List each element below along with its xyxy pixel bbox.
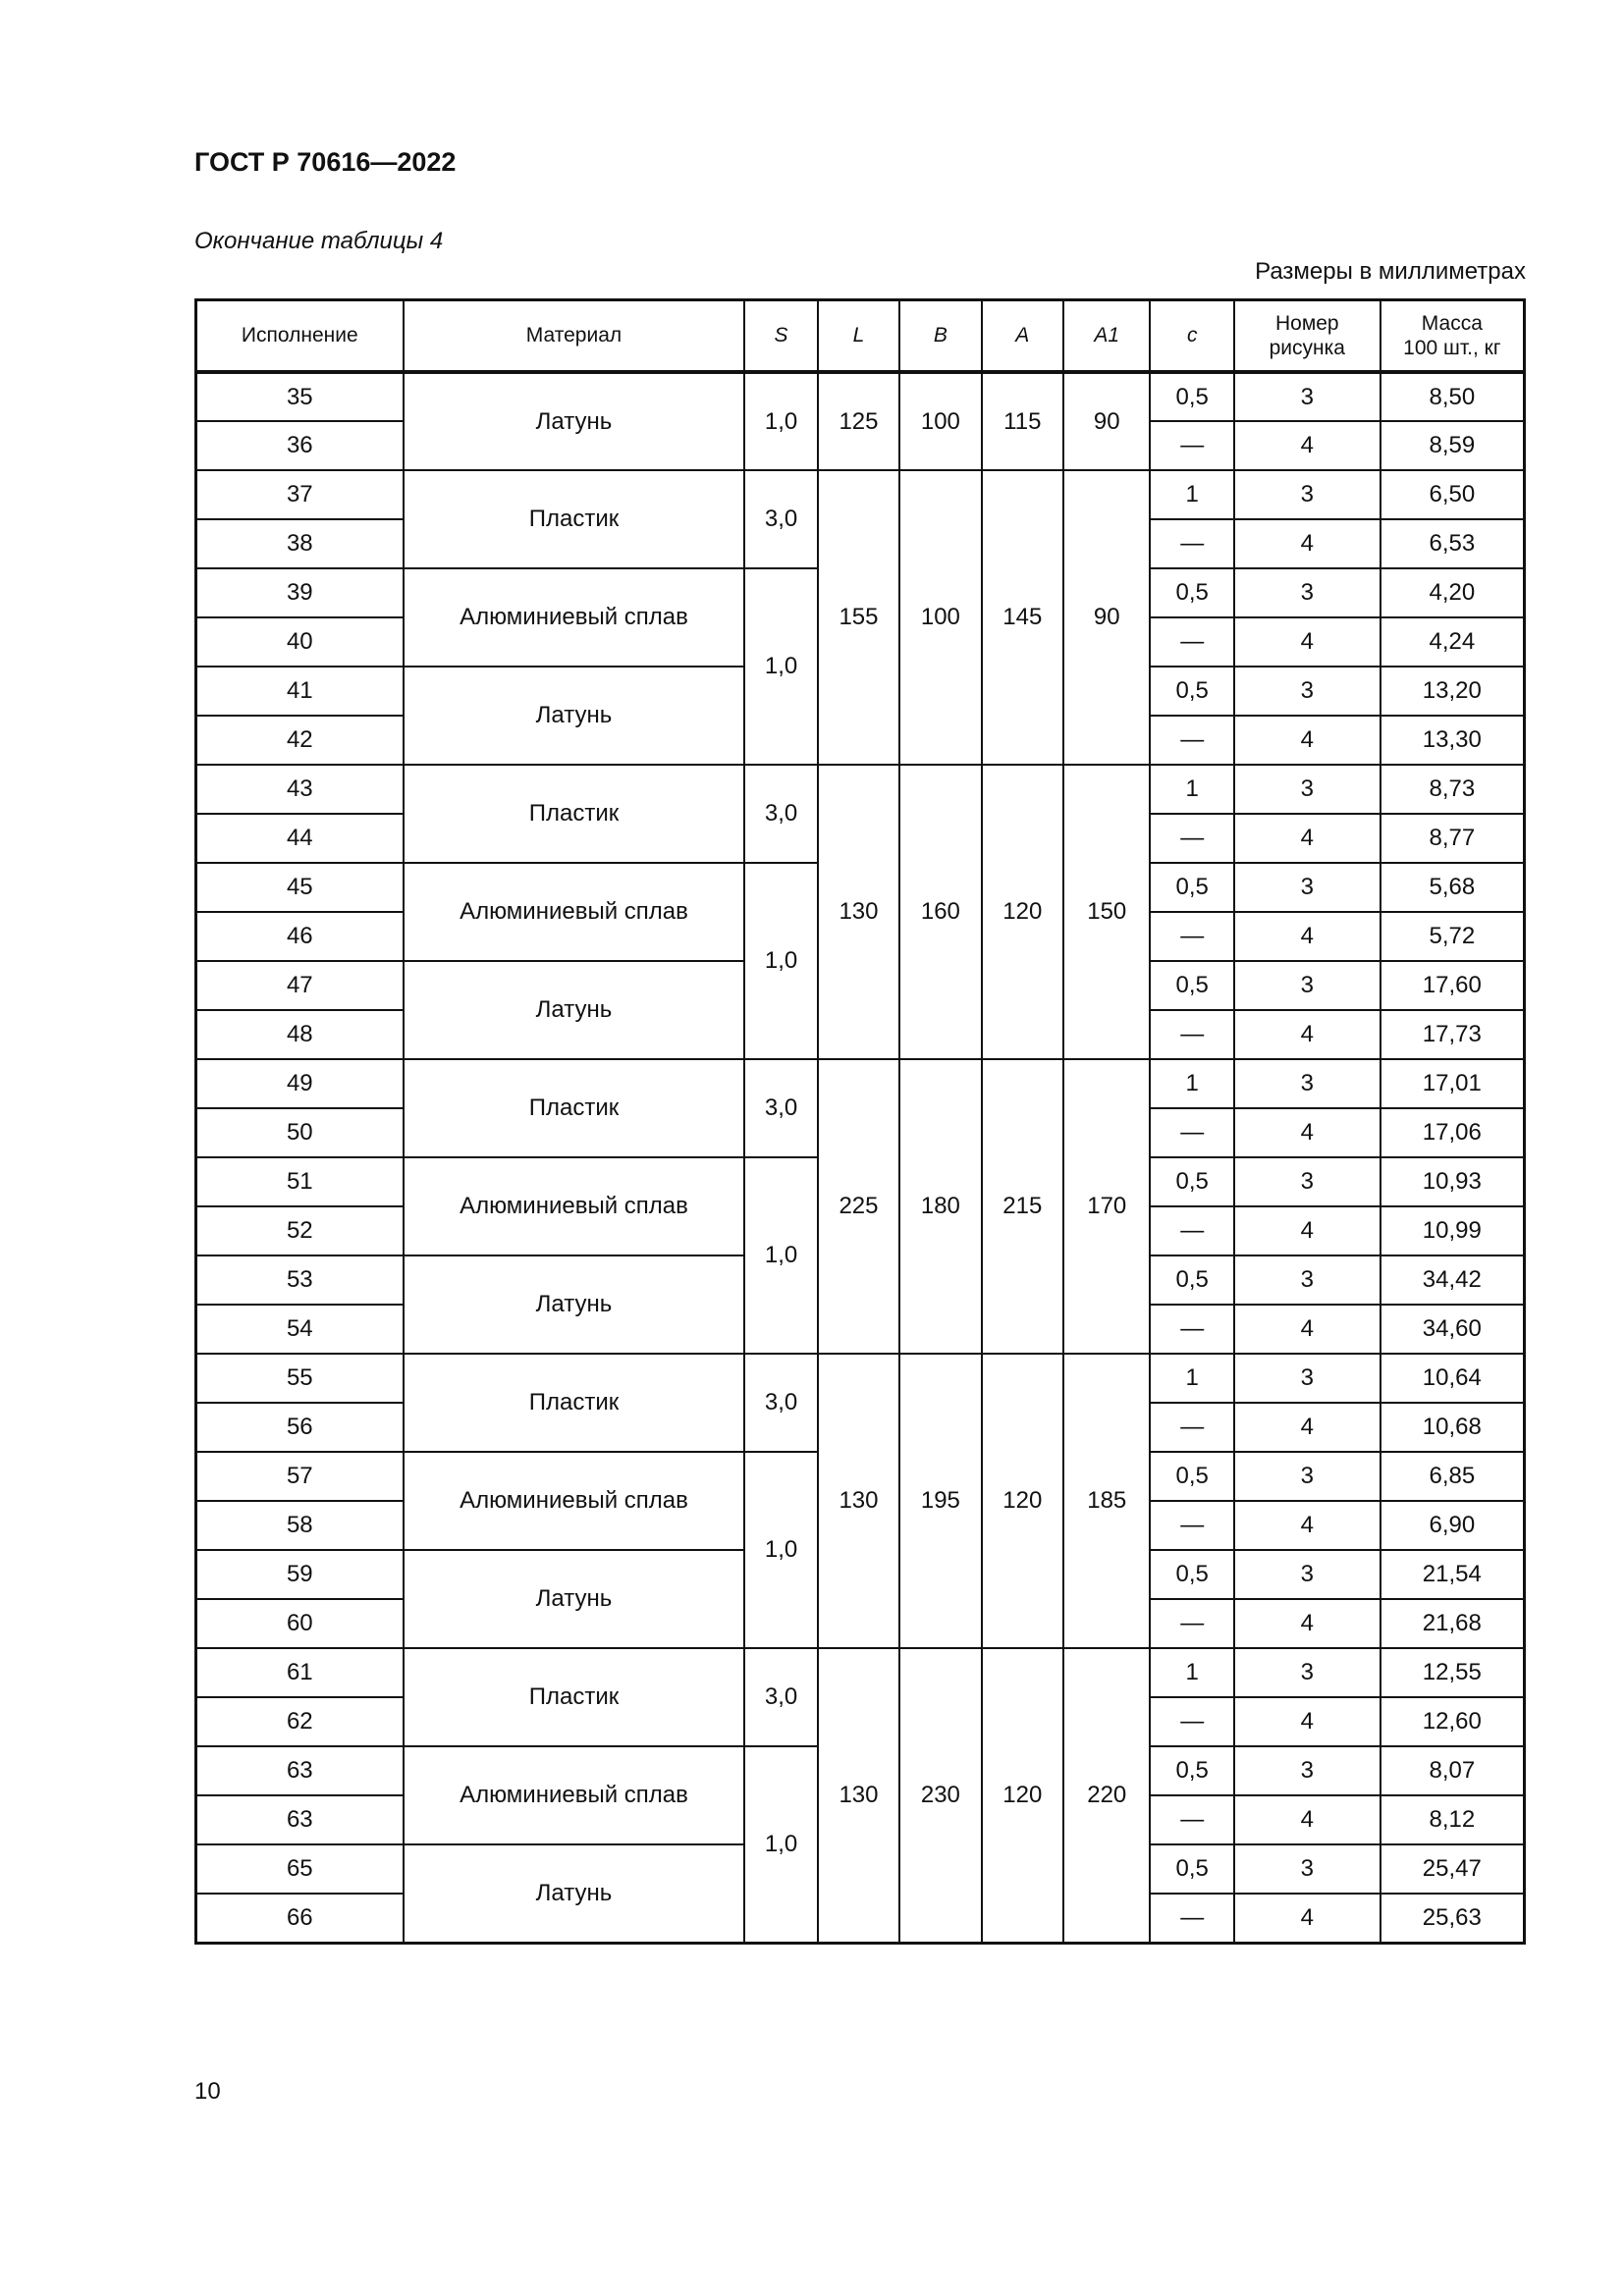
cell-c: — [1150,1010,1233,1059]
cell-figure: 3 [1234,765,1380,814]
cell-c: — [1150,519,1233,568]
cell-ispolnenie: 59 [196,1550,404,1599]
cell-b: 100 [899,372,981,470]
cell-c: — [1150,912,1233,961]
cell-material: Алюминиевый сплав [404,1157,745,1255]
cell-ispolnenie: 63 [196,1746,404,1795]
cell-figure: 4 [1234,1305,1380,1354]
cell-figure: 4 [1234,1010,1380,1059]
cell-mass: 8,07 [1380,1746,1525,1795]
cell-c: 1 [1150,1648,1233,1697]
cell-c: 0,5 [1150,1255,1233,1305]
cell-c: — [1150,1894,1233,1943]
cell-mass: 8,73 [1380,765,1525,814]
table-row [196,470,1525,519]
cell-a1: 90 [1063,470,1150,765]
table-row [196,1059,1525,1108]
cell-figure: 4 [1234,912,1380,961]
cell-material: Алюминиевый сплав [404,863,745,961]
header-material: Материал [404,300,745,373]
cell-ispolnenie: 65 [196,1844,404,1894]
cell-ispolnenie: 66 [196,1894,404,1943]
cell-c: — [1150,421,1233,470]
cell-figure: 4 [1234,1403,1380,1452]
cell-b: 160 [899,765,981,1059]
cell-c: 0,5 [1150,1550,1233,1599]
cell-l: 125 [818,372,899,470]
header-figure [1234,300,1380,373]
cell-mass: 34,42 [1380,1255,1525,1305]
cell-mass: 6,90 [1380,1501,1525,1550]
cell-material: Латунь [404,667,745,765]
cell-c: 0,5 [1150,1157,1233,1206]
cell-mass: 12,55 [1380,1648,1525,1697]
cell-a: 215 [982,1059,1063,1354]
cell-c: 0,5 [1150,1844,1233,1894]
cell-mass: 34,60 [1380,1305,1525,1354]
cell-figure: 4 [1234,1206,1380,1255]
cell-b: 195 [899,1354,981,1648]
cell-s: 3,0 [744,1354,817,1452]
cell-figure: 4 [1234,617,1380,667]
cell-ispolnenie: 44 [196,814,404,863]
cell-a1: 185 [1063,1354,1150,1648]
table-row [196,1648,1525,1697]
cell-c: 0,5 [1150,863,1233,912]
cell-ispolnenie: 38 [196,519,404,568]
cell-ispolnenie: 56 [196,1403,404,1452]
table-row [196,765,1525,814]
cell-ispolnenie: 52 [196,1206,404,1255]
cell-figure: 3 [1234,1844,1380,1894]
cell-figure: 4 [1234,1697,1380,1746]
cell-c: 0,5 [1150,1452,1233,1501]
cell-c: — [1150,1403,1233,1452]
cell-b: 100 [899,470,981,765]
cell-mass: 8,77 [1380,814,1525,863]
cell-material: Алюминиевый сплав [404,568,745,667]
cell-l: 155 [818,470,899,765]
cell-mass: 6,50 [1380,470,1525,519]
cell-mass: 4,20 [1380,568,1525,617]
cell-c: — [1150,716,1233,765]
cell-s: 3,0 [744,765,817,863]
cell-mass: 12,60 [1380,1697,1525,1746]
header-a1: A1 [1063,300,1150,373]
cell-figure: 3 [1234,470,1380,519]
cell-c: 1 [1150,765,1233,814]
cell-a1: 90 [1063,372,1150,470]
cell-ispolnenie: 63 [196,1795,404,1844]
cell-figure: 3 [1234,1255,1380,1305]
header-mass [1380,300,1525,373]
spec-table [194,298,1526,1945]
cell-ispolnenie: 42 [196,716,404,765]
cell-b: 180 [899,1059,981,1354]
cell-mass: 8,12 [1380,1795,1525,1844]
cell-figure: 4 [1234,519,1380,568]
cell-figure: 3 [1234,961,1380,1010]
cell-s: 1,0 [744,1746,817,1943]
cell-ispolnenie: 45 [196,863,404,912]
cell-b: 230 [899,1648,981,1943]
cell-mass: 8,50 [1380,372,1525,421]
cell-s: 1,0 [744,372,817,470]
cell-mass: 17,73 [1380,1010,1525,1059]
header-l: L [818,300,899,373]
cell-figure: 4 [1234,814,1380,863]
cell-mass: 17,60 [1380,961,1525,1010]
cell-c: — [1150,814,1233,863]
cell-c: 0,5 [1150,667,1233,716]
header-mass-line2: 100 шт., кг [1403,337,1501,359]
table-row [196,372,1525,421]
cell-s: 1,0 [744,568,817,765]
cell-mass: 10,93 [1380,1157,1525,1206]
cell-c: — [1150,1206,1233,1255]
cell-l: 130 [818,1354,899,1648]
cell-figure: 3 [1234,1648,1380,1697]
cell-a1: 220 [1063,1648,1150,1943]
header-b: B [899,300,981,373]
cell-c: — [1150,1108,1233,1157]
cell-mass: 4,24 [1380,617,1525,667]
cell-a1: 170 [1063,1059,1150,1354]
document-code: ГОСТ Р 70616—2022 [194,147,457,177]
cell-ispolnenie: 43 [196,765,404,814]
cell-ispolnenie: 47 [196,961,404,1010]
cell-ispolnenie: 49 [196,1059,404,1108]
cell-c: 0,5 [1150,1746,1233,1795]
cell-a: 115 [982,372,1063,470]
cell-figure: 3 [1234,1354,1380,1403]
cell-figure: 4 [1234,716,1380,765]
cell-ispolnenie: 61 [196,1648,404,1697]
cell-mass: 5,72 [1380,912,1525,961]
cell-mass: 13,30 [1380,716,1525,765]
cell-mass: 13,20 [1380,667,1525,716]
cell-ispolnenie: 41 [196,667,404,716]
cell-material: Латунь [404,1255,745,1354]
cell-mass: 17,06 [1380,1108,1525,1157]
cell-a: 120 [982,765,1063,1059]
cell-mass: 6,53 [1380,519,1525,568]
cell-mass: 10,68 [1380,1403,1525,1452]
header-c: c [1150,300,1233,373]
cell-c: — [1150,1697,1233,1746]
cell-material: Латунь [404,1844,745,1943]
header-a: A [982,300,1063,373]
cell-s: 1,0 [744,1157,817,1354]
table-caption: Окончание таблицы 4 [194,228,444,254]
cell-material: Пластик [404,470,745,568]
cell-s: 3,0 [744,1648,817,1746]
cell-mass: 21,54 [1380,1550,1525,1599]
cell-material: Латунь [404,961,745,1059]
cell-material: Алюминиевый сплав [404,1452,745,1550]
cell-s: 3,0 [744,470,817,568]
cell-ispolnenie: 37 [196,470,404,519]
cell-ispolnenie: 36 [196,421,404,470]
cell-figure: 3 [1234,1746,1380,1795]
cell-c: — [1150,1599,1233,1648]
cell-c: 1 [1150,1059,1233,1108]
header-row [196,300,1525,373]
cell-figure: 4 [1234,1795,1380,1844]
cell-material: Пластик [404,765,745,863]
cell-l: 130 [818,1648,899,1943]
cell-ispolnenie: 48 [196,1010,404,1059]
cell-a: 145 [982,470,1063,765]
cell-ispolnenie: 50 [196,1108,404,1157]
cell-figure: 4 [1234,1108,1380,1157]
cell-mass: 8,59 [1380,421,1525,470]
cell-figure: 4 [1234,1894,1380,1943]
cell-ispolnenie: 46 [196,912,404,961]
cell-c: — [1150,1795,1233,1844]
cell-mass: 5,68 [1380,863,1525,912]
cell-figure: 3 [1234,863,1380,912]
cell-material: Алюминиевый сплав [404,1746,745,1844]
cell-ispolnenie: 54 [196,1305,404,1354]
cell-ispolnenie: 51 [196,1157,404,1206]
cell-figure: 3 [1234,568,1380,617]
cell-material: Латунь [404,372,745,470]
cell-c: 1 [1150,1354,1233,1403]
cell-mass: 21,68 [1380,1599,1525,1648]
cell-figure: 3 [1234,1059,1380,1108]
cell-l: 225 [818,1059,899,1354]
cell-ispolnenie: 40 [196,617,404,667]
cell-c: 0,5 [1150,568,1233,617]
cell-ispolnenie: 35 [196,372,404,421]
cell-c: 0,5 [1150,372,1233,421]
cell-material: Пластик [404,1059,745,1157]
cell-figure: 3 [1234,372,1380,421]
cell-material: Пластик [404,1354,745,1452]
cell-figure: 3 [1234,667,1380,716]
cell-a1: 150 [1063,765,1150,1059]
cell-figure: 3 [1234,1157,1380,1206]
cell-s: 3,0 [744,1059,817,1157]
cell-ispolnenie: 62 [196,1697,404,1746]
cell-figure: 4 [1234,1501,1380,1550]
cell-ispolnenie: 39 [196,568,404,617]
cell-c: — [1150,1501,1233,1550]
cell-s: 1,0 [744,863,817,1059]
header-ispolnenie: Исполнение [196,300,404,373]
cell-mass: 10,99 [1380,1206,1525,1255]
header-figure-line2: рисунка [1269,337,1345,359]
cell-a: 120 [982,1354,1063,1648]
cell-mass: 25,47 [1380,1844,1525,1894]
cell-c: 1 [1150,470,1233,519]
cell-material: Латунь [404,1550,745,1648]
cell-figure: 4 [1234,421,1380,470]
cell-a: 120 [982,1648,1063,1943]
units-note: Размеры в миллиметрах [1255,258,1526,285]
cell-mass: 10,64 [1380,1354,1525,1403]
header-mass-line1: Масса [1421,311,1483,335]
cell-l: 130 [818,765,899,1059]
table-row [196,1354,1525,1403]
cell-c: — [1150,617,1233,667]
cell-ispolnenie: 58 [196,1501,404,1550]
header-s: S [744,300,817,373]
cell-c: — [1150,1305,1233,1354]
cell-figure: 4 [1234,1599,1380,1648]
cell-ispolnenie: 57 [196,1452,404,1501]
page-number: 10 [194,2078,221,2105]
cell-figure: 3 [1234,1452,1380,1501]
cell-mass: 25,63 [1380,1894,1525,1943]
cell-ispolnenie: 53 [196,1255,404,1305]
cell-ispolnenie: 60 [196,1599,404,1648]
cell-mass: 17,01 [1380,1059,1525,1108]
cell-s: 1,0 [744,1452,817,1648]
cell-c: 0,5 [1150,961,1233,1010]
cell-material: Пластик [404,1648,745,1746]
header-figure-line1: Номер [1274,311,1339,335]
cell-mass: 6,85 [1380,1452,1525,1501]
cell-figure: 3 [1234,1550,1380,1599]
cell-ispolnenie: 55 [196,1354,404,1403]
